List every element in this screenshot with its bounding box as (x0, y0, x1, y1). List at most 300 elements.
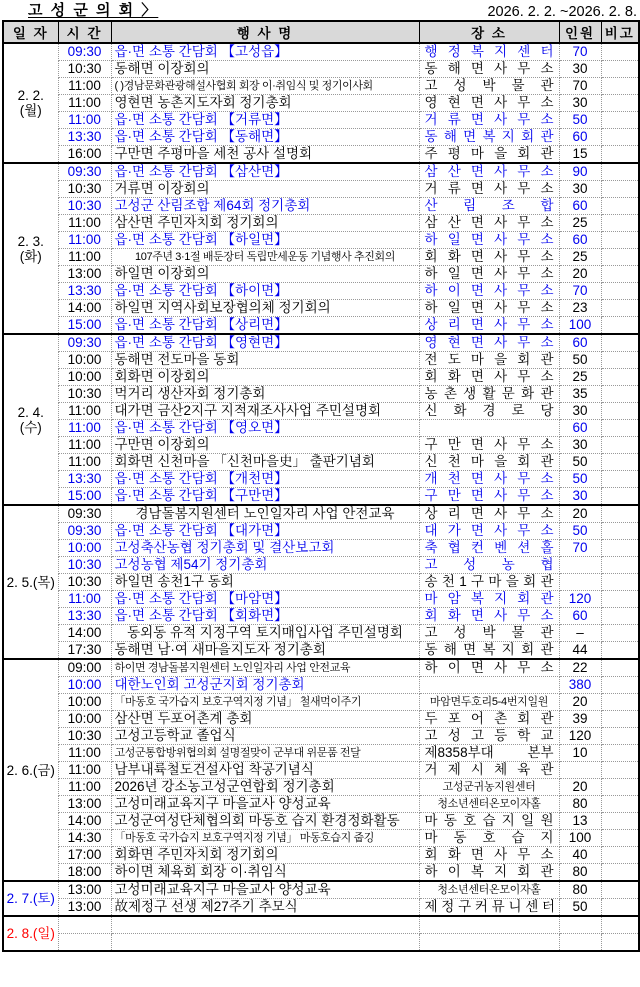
schedule-row (3, 300, 639, 317)
event-cell: 구만면 주평마을 세천 공사 설명회 (111, 146, 419, 164)
time-cell: 11:00 (58, 762, 111, 779)
schedule-row (3, 283, 639, 300)
schedule-row (3, 625, 639, 642)
schedule-row (3, 163, 639, 181)
event-cell: 2026년 강소농고성군연합회 정기총회 (111, 779, 419, 796)
time-cell: 14:00 (58, 300, 111, 317)
time-cell: 11:00 (58, 215, 111, 232)
place-cell: 하 이 복 지 회 관 (419, 864, 559, 882)
time-cell: 11:00 (58, 420, 111, 437)
note-cell (601, 505, 639, 523)
place-cell: 거 제 시 체 육 관 (419, 762, 559, 779)
note-cell (601, 454, 639, 471)
count-cell (559, 916, 601, 934)
event-cell: ( )경남문화관광해설사협회 회장 이·취임식 및 정기이사회 (111, 78, 419, 95)
place-cell: 고 성 농 협 (419, 557, 559, 574)
count-cell: 23 (559, 300, 601, 317)
schedule-row (3, 266, 639, 283)
schedule-row (3, 181, 639, 198)
time-cell: 10:30 (58, 557, 111, 574)
time-cell: 09:30 (58, 523, 111, 540)
event-cell: 고성군여성단체협의회 마동호 습지 환경정화활동 (111, 813, 419, 830)
note-cell (601, 694, 639, 711)
titlebar (0, 0, 640, 20)
note-cell (601, 78, 639, 95)
event-cell: 「마동호 국가습지 보호구역지정 기념」 철새먹이주기 (111, 694, 419, 711)
count-cell: 20 (559, 694, 601, 711)
schedule-row (3, 728, 639, 745)
column-header-count: 인원 (559, 21, 601, 43)
time-cell: 10:00 (58, 711, 111, 728)
note-cell (601, 934, 639, 952)
note-cell (601, 352, 639, 369)
count-cell: 30 (559, 437, 601, 454)
note-cell (601, 625, 639, 642)
place-cell: 동 해 면 복 지 회 관 (419, 129, 559, 146)
note-cell (601, 146, 639, 164)
time-cell: 11:00 (58, 112, 111, 129)
column-header-place: 장 소 (419, 21, 559, 43)
count-cell: 80 (559, 881, 601, 899)
count-cell: 20 (559, 266, 601, 283)
count-cell: 30 (559, 61, 601, 78)
note-cell (601, 61, 639, 78)
date-label-line: 2. 6.(금) (6, 762, 55, 778)
time-cell (58, 916, 111, 934)
schedule-row (3, 523, 639, 540)
note-cell (601, 437, 639, 454)
day-section-1 (3, 163, 639, 334)
event-cell: 남부내륙철도건설사업 착공기념식 (111, 762, 419, 779)
count-cell: 60 (559, 198, 601, 215)
place-cell: 축 협 컨 벤 션 홀 (419, 540, 559, 557)
note-cell (601, 916, 639, 934)
time-cell: 18:00 (58, 864, 111, 882)
note-cell (601, 112, 639, 129)
place-cell: 동 해 면 복 지 회 관 (419, 642, 559, 660)
time-cell: 17:30 (58, 642, 111, 660)
schedule-row (3, 934, 639, 952)
place-cell: 마 동 호 습 지 (419, 830, 559, 847)
date-range: 2026. 2. 2. ~2026. 2. 8. (487, 4, 637, 20)
event-cell (111, 934, 419, 952)
count-cell: 40 (559, 847, 601, 864)
date-cell (3, 881, 58, 916)
table-header (3, 21, 639, 43)
time-cell: 13:00 (58, 266, 111, 283)
note-cell (601, 163, 639, 181)
note-cell (601, 796, 639, 813)
time-cell: 10:30 (58, 574, 111, 591)
schedule-row (3, 369, 639, 386)
event-cell: 하이면 체육회 회장 이·취임식 (111, 864, 419, 882)
count-cell: 50 (559, 523, 601, 540)
schedule-row (3, 420, 639, 437)
time-cell: 10:00 (58, 369, 111, 386)
time-cell: 10:30 (58, 61, 111, 78)
column-header-note: 비고 (601, 21, 639, 43)
count-cell: 60 (559, 232, 601, 249)
event-cell: 대가면 금산2지구 지적재조사사업 주민설명회 (111, 403, 419, 420)
place-cell: 농 촌 생 활 문 화 관 (419, 386, 559, 403)
schedule-row (3, 813, 639, 830)
place-cell: 하 이 면 사 무 소 (419, 283, 559, 300)
schedule-row (3, 454, 639, 471)
event-cell: 고성미래교육지구 마을교사 양성교육 (111, 881, 419, 899)
date-cell (3, 163, 58, 334)
place-cell: 전 도 마 을 회 관 (419, 352, 559, 369)
day-section-2 (3, 334, 639, 505)
event-cell: 읍·면 소통 간담회 【마암면】 (111, 591, 419, 608)
count-cell (559, 557, 601, 574)
schedule-row (3, 540, 639, 557)
event-cell: 고성미래교육지구 마을교사 양성교육 (111, 796, 419, 813)
count-cell: 13 (559, 813, 601, 830)
event-cell: 읍·면 소통 간담회 【하이면】 (111, 283, 419, 300)
event-cell: 읍·면 소통 간담회 【대가면】 (111, 523, 419, 540)
date-label-line: (월) (19, 103, 42, 118)
time-cell: 15:00 (58, 488, 111, 506)
schedule-row (3, 796, 639, 813)
place-cell: 개 천 면 사 무 소 (419, 471, 559, 488)
place-cell (419, 677, 559, 694)
time-cell: 13:00 (58, 881, 111, 899)
event-cell (111, 916, 419, 934)
place-cell: 제8358부대 본부 (419, 745, 559, 762)
note-cell (601, 198, 639, 215)
count-cell: 22 (559, 659, 601, 677)
header-row (3, 21, 639, 43)
time-cell: 13:00 (58, 899, 111, 917)
day-section-0 (3, 43, 639, 163)
event-cell: 고성축산농협 정기총회 및 결산보고회 (111, 540, 419, 557)
count-cell: 60 (559, 608, 601, 625)
place-cell: 청소년센터온모이자홀 (419, 796, 559, 813)
place-cell: 마 암 복 지 회 관 (419, 591, 559, 608)
note-cell (601, 762, 639, 779)
count-cell: 70 (559, 540, 601, 557)
schedule-row (3, 881, 639, 899)
time-cell: 10:30 (58, 728, 111, 745)
count-cell: 80 (559, 864, 601, 882)
place-cell: 하 일 면 사 무 소 (419, 232, 559, 249)
note-cell (601, 591, 639, 608)
place-cell: 마암면두호리5-4번지일원 (419, 694, 559, 711)
note-cell (601, 711, 639, 728)
count-cell: 60 (559, 129, 601, 146)
note-cell (601, 471, 639, 488)
note-cell (601, 43, 639, 61)
count-cell: 80 (559, 796, 601, 813)
event-cell: 읍·면 소통 간담회 【삼산면】 (111, 163, 419, 181)
place-cell: 고 성 박 물 관 (419, 625, 559, 642)
time-cell: 09:30 (58, 163, 111, 181)
count-cell: 120 (559, 591, 601, 608)
time-cell: 13:30 (58, 471, 111, 488)
event-cell: 대한노인회 고성군지회 정기총회 (111, 677, 419, 694)
schedule-row (3, 916, 639, 934)
date-cell (3, 43, 58, 163)
event-cell: 고성고등학교 졸업식 (111, 728, 419, 745)
event-cell: 경남돌봄지원센터 노인일자리 사업 안전교육 (111, 505, 419, 523)
place-cell: 하 일 면 사 무 소 (419, 300, 559, 317)
note-cell (601, 334, 639, 352)
note-cell (601, 830, 639, 847)
schedule-row (3, 129, 639, 146)
note-cell (601, 129, 639, 146)
note-cell (601, 386, 639, 403)
schedule-row (3, 471, 639, 488)
date-label-line: 2. 4. (17, 404, 44, 420)
schedule-row (3, 677, 639, 694)
schedule-row (3, 488, 639, 506)
count-cell: 50 (559, 899, 601, 917)
place-cell: 신 화 경 로 당 (419, 403, 559, 420)
event-cell: 삼산면 주민자치회 정기회의 (111, 215, 419, 232)
event-cell: 읍·면 소통 간담회 【동해면】 (111, 129, 419, 146)
count-cell: 10 (559, 745, 601, 762)
event-cell: 먹거리 생산자회 정기총회 (111, 386, 419, 403)
note-cell (601, 779, 639, 796)
note-cell (601, 403, 639, 420)
place-cell: 마 동 호 습 지 일 원 (419, 813, 559, 830)
place-cell: 동 해 면 사 무 소 (419, 61, 559, 78)
schedule-row (3, 847, 639, 864)
schedule-row (3, 659, 639, 677)
count-cell (559, 934, 601, 952)
count-cell: 20 (559, 505, 601, 523)
note-cell (601, 523, 639, 540)
date-label-line: 2. 7.(토) (6, 891, 55, 906)
event-cell: 읍·면 소통 간담회 【거류면】 (111, 112, 419, 129)
place-cell (419, 420, 559, 437)
schedule-row (3, 43, 639, 61)
event-cell: 하일면 지역사회보장협의체 정기회의 (111, 300, 419, 317)
note-cell (601, 540, 639, 557)
count-cell: 25 (559, 249, 601, 266)
date-label-line: 2. 8.(일) (6, 926, 55, 941)
place-cell: 송 천 1 구 마 을 회 관 (419, 574, 559, 591)
time-cell: 11:00 (58, 745, 111, 762)
column-header-time: 시 간 (58, 21, 111, 43)
place-cell: 회 화 면 사 무 소 (419, 608, 559, 625)
note-cell (601, 215, 639, 232)
event-cell: 고성농협 제54기 정기총회 (111, 557, 419, 574)
note-cell (601, 317, 639, 335)
count-cell: 30 (559, 95, 601, 112)
schedule-row (3, 608, 639, 625)
note-cell (601, 300, 639, 317)
place-cell: 상 리 면 사 무 소 (419, 317, 559, 335)
date-cell (3, 505, 58, 659)
time-cell: 16:00 (58, 146, 111, 164)
event-cell: 읍·면 소통 간담회 【고성읍】 (111, 43, 419, 61)
schedule-row (3, 574, 639, 591)
schedule-row (3, 642, 639, 660)
time-cell: 14:30 (58, 830, 111, 847)
event-cell: 읍·면 소통 간담회 【개천면】 (111, 471, 419, 488)
schedule-row (3, 557, 639, 574)
note-cell (601, 642, 639, 660)
schedule-row (3, 694, 639, 711)
time-cell: 11:00 (58, 779, 111, 796)
schedule-row (3, 711, 639, 728)
schedule-table (2, 20, 640, 952)
time-cell: 11:00 (58, 591, 111, 608)
count-cell: 60 (559, 420, 601, 437)
place-cell: 고성군귀농지원센터 (419, 779, 559, 796)
column-header-event: 행 사 명 (111, 21, 419, 43)
day-section-6 (3, 916, 639, 951)
count-cell: – (559, 625, 601, 642)
note-cell (601, 847, 639, 864)
count-cell: 50 (559, 352, 601, 369)
event-cell: 하이면 경남돌봄지원센터 노인일자리 사업 안전교육 (111, 659, 419, 677)
note-cell (601, 813, 639, 830)
note-cell (601, 557, 639, 574)
place-cell: 산 림 조 합 (419, 198, 559, 215)
count-cell: 44 (559, 642, 601, 660)
event-cell: 회화면 신천마을 「신천마을史」 출판기념회 (111, 454, 419, 471)
event-cell: 동해면 남·여 새마을지도자 정기총회 (111, 642, 419, 660)
count-cell: 70 (559, 43, 601, 61)
event-cell: 구만면 이장회의 (111, 437, 419, 454)
time-cell: 15:00 (58, 317, 111, 335)
schedule-row (3, 198, 639, 215)
count-cell: 50 (559, 471, 601, 488)
count-cell: 30 (559, 403, 601, 420)
count-cell (559, 574, 601, 591)
time-cell: 13:30 (58, 608, 111, 625)
note-cell (601, 181, 639, 198)
event-cell: 읍·면 소통 간담회 【하일면】 (111, 232, 419, 249)
time-cell: 11:00 (58, 454, 111, 471)
note-cell (601, 677, 639, 694)
place-cell: 고 성 고 등 학 교 (419, 728, 559, 745)
event-cell: 읍·면 소통 간담회 【회화면】 (111, 608, 419, 625)
count-cell: 30 (559, 488, 601, 506)
place-cell: 구 만 면 사 무 소 (419, 488, 559, 506)
note-cell (601, 899, 639, 917)
place-cell: 회 화 면 사 무 소 (419, 369, 559, 386)
time-cell: 10:00 (58, 540, 111, 557)
place-cell: 하 일 면 사 무 소 (419, 266, 559, 283)
place-cell: 하 이 면 사 무 소 (419, 659, 559, 677)
time-cell: 13:30 (58, 283, 111, 300)
date-label-line: (화) (19, 248, 42, 264)
schedule-row (3, 403, 639, 420)
count-cell: 15 (559, 146, 601, 164)
place-cell: 거 류 면 사 무 소 (419, 112, 559, 129)
event-cell: 거류면 이장회의 (111, 181, 419, 198)
time-cell: 11:00 (58, 232, 111, 249)
event-cell: 하일면 이장회의 (111, 266, 419, 283)
count-cell: 39 (559, 711, 601, 728)
page-title: 고 성 군 의 회 〉 (28, 2, 159, 19)
place-cell: 회 화 면 사 무 소 (419, 847, 559, 864)
event-cell: 동외동 유적 지정구역 토지매입사업 주민설명회 (111, 625, 419, 642)
note-cell (601, 881, 639, 899)
time-cell: 09:30 (58, 43, 111, 61)
schedule-row (3, 437, 639, 454)
schedule-row (3, 112, 639, 129)
place-cell: 청소년센터온모이자홀 (419, 881, 559, 899)
event-cell: 하일면 송천1구 동회 (111, 574, 419, 591)
place-cell: 두 포 어 촌 회 관 (419, 711, 559, 728)
place-cell: 대 가 면 사 무 소 (419, 523, 559, 540)
count-cell: 120 (559, 728, 601, 745)
event-cell: 회화면 주민자치회 정기회의 (111, 847, 419, 864)
place-cell: 회 화 면 사 무 소 (419, 249, 559, 266)
schedule-row (3, 830, 639, 847)
count-cell: 100 (559, 317, 601, 335)
place-cell: 주 평 마 을 회 관 (419, 146, 559, 164)
event-cell: 고성군통합방위협의회 설명절맞이 군부대 위문품 전달 (111, 745, 419, 762)
note-cell (601, 266, 639, 283)
event-cell: 동해면 이장회의 (111, 61, 419, 78)
time-cell: 10:00 (58, 352, 111, 369)
count-cell: 30 (559, 181, 601, 198)
event-cell: 삼산면 두포어촌계 총회 (111, 711, 419, 728)
event-cell: 故제정구 선생 제27주기 추모식 (111, 899, 419, 917)
schedule-row (3, 745, 639, 762)
schedule-row (3, 779, 639, 796)
place-cell (419, 934, 559, 952)
schedule-row (3, 334, 639, 352)
schedule-row (3, 146, 639, 164)
note-cell (601, 283, 639, 300)
count-cell: 380 (559, 677, 601, 694)
event-cell: 읍·면 소통 간담회 【영현면】 (111, 334, 419, 352)
count-cell: 60 (559, 334, 601, 352)
event-cell: 「마동호 국가습지 보호구역지정 기념」 마동호습지 줍깅 (111, 830, 419, 847)
event-cell: 읍·면 소통 간담회 【영오면】 (111, 420, 419, 437)
time-cell: 14:00 (58, 625, 111, 642)
schedule-row (3, 95, 639, 112)
place-cell (419, 916, 559, 934)
date-label-line: 2. 3. (17, 233, 44, 249)
event-cell: 읍·면 소통 간담회 【상리면】 (111, 317, 419, 335)
schedule-row (3, 317, 639, 335)
schedule-row (3, 215, 639, 232)
place-cell: 영 현 면 사 무 소 (419, 334, 559, 352)
time-cell: 11:00 (58, 403, 111, 420)
event-cell: 영현면 농촌지도자회 정기총회 (111, 95, 419, 112)
note-cell (601, 488, 639, 506)
time-cell: 17:00 (58, 847, 111, 864)
time-cell (58, 934, 111, 952)
note-cell (601, 745, 639, 762)
count-cell: 25 (559, 369, 601, 386)
time-cell: 10:30 (58, 198, 111, 215)
note-cell (601, 249, 639, 266)
time-cell: 10:00 (58, 677, 111, 694)
event-cell: 고성군 산림조합 제64회 정기총회 (111, 198, 419, 215)
schedule-row (3, 78, 639, 95)
place-cell: 삼 산 면 사 무 소 (419, 163, 559, 181)
note-cell (601, 574, 639, 591)
place-cell: 신 천 마 을 회 관 (419, 454, 559, 471)
schedule-row (3, 762, 639, 779)
count-cell: 50 (559, 454, 601, 471)
count-cell: 20 (559, 779, 601, 796)
time-cell: 13:30 (58, 129, 111, 146)
count-cell: 50 (559, 112, 601, 129)
date-cell (3, 659, 58, 881)
day-section-4 (3, 659, 639, 881)
time-cell: 11:00 (58, 437, 111, 454)
time-cell: 10:00 (58, 694, 111, 711)
